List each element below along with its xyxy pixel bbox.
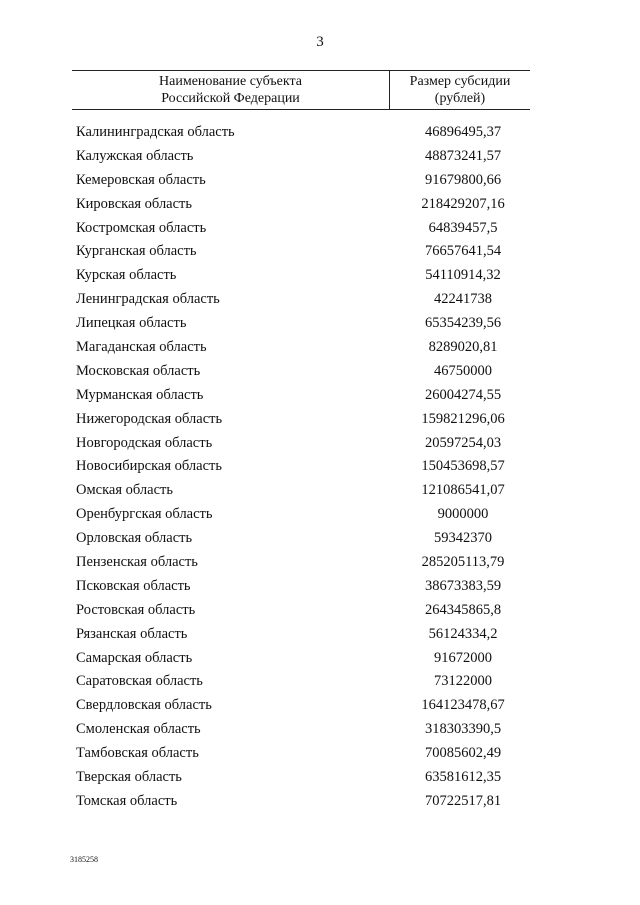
table-row <box>0 336 640 360</box>
table-row <box>0 240 640 264</box>
region-name: Смоленская область <box>76 721 201 738</box>
header-subsidy-amount-line: Размер субсидии <box>409 74 511 89</box>
subsidy-amount: 46750000 <box>434 362 492 379</box>
region-name: Костромская область <box>76 219 207 236</box>
region-name: Калужская область <box>76 147 194 164</box>
subsidy-amount: 150453698,57 <box>421 458 505 475</box>
subsidy-amount: 48873241,57 <box>424 147 502 164</box>
subsidy-amount: 9000000 <box>437 506 489 523</box>
region-name: Омская область <box>76 482 173 499</box>
region-name: Рязанская область <box>76 625 188 642</box>
subsidy-amount: 285205113,79 <box>421 554 505 571</box>
subsidy-amount: 91672000 <box>434 649 492 666</box>
subsidy-amount: 318303390,5 <box>424 721 502 738</box>
region-name: Нижегородская область <box>76 410 223 427</box>
header-subsidy-amount-line: (рублей) <box>434 91 486 106</box>
region-name: Магаданская область <box>76 339 207 356</box>
subsidy-amount: 54110914,32 <box>425 267 501 284</box>
region-name: Кемеровская область <box>76 171 206 188</box>
region-name: Ленинградская область <box>76 291 220 308</box>
table-row <box>0 455 640 479</box>
table-row <box>0 169 640 193</box>
region-name: Мурманская область <box>76 386 204 403</box>
region-name: Новгородская область <box>76 434 213 451</box>
table-row <box>0 790 640 814</box>
region-name: Пензенская область <box>76 554 198 571</box>
table-header-bottom-rule <box>72 109 530 110</box>
table-row <box>0 503 640 527</box>
table-row <box>0 360 640 384</box>
subsidy-amount: 218429207,16 <box>421 195 505 212</box>
subsidy-amount: 264345865,8 <box>424 601 502 618</box>
subsidy-amount: 63581612,35 <box>424 769 502 786</box>
table-row <box>0 694 640 718</box>
subsidy-amount: 46896495,37 <box>424 124 502 140</box>
table-row <box>0 742 640 766</box>
region-name: Курская область <box>76 267 177 284</box>
table-row <box>0 193 640 217</box>
subsidy-amount: 26004274,55 <box>424 386 502 403</box>
region-name: Курганская область <box>76 243 197 260</box>
region-name: Новосибирская область <box>76 458 222 475</box>
region-name: Липецкая область <box>76 315 187 332</box>
table-row <box>0 575 640 599</box>
header-region-name <box>72 73 389 107</box>
region-name: Саратовская область <box>76 673 203 690</box>
header-region-name-line: Российской Федерации <box>161 91 300 106</box>
table-row <box>0 527 640 551</box>
table-row <box>0 766 640 790</box>
subsidy-amount: 20597254,03 <box>424 434 502 451</box>
subsidy-amount: 70722517,81 <box>424 792 502 809</box>
header-subsidy-amount <box>390 73 530 107</box>
subsidy-amount: 56124334,2 <box>428 625 498 642</box>
document-code: 3185258 <box>70 855 98 864</box>
subsidy-amount: 64839457,5 <box>428 219 498 236</box>
subsidy-amount: 73122000 <box>434 673 492 690</box>
subsidy-table-body <box>0 121 640 814</box>
region-name: Оренбургская область <box>76 506 213 523</box>
table-row <box>0 217 640 241</box>
region-name: Кировская область <box>76 195 193 212</box>
header-region-name-line: Наименование субъекта <box>159 74 302 89</box>
table-row <box>0 599 640 623</box>
subsidy-amount: 121086541,07 <box>421 482 505 499</box>
region-name: Самарская область <box>76 649 193 666</box>
region-name: Московская область <box>76 362 201 379</box>
subsidy-amount: 159821296,06 <box>421 410 505 427</box>
table-row <box>0 432 640 456</box>
subsidy-amount: 42241738 <box>434 291 492 308</box>
table-row <box>0 670 640 694</box>
subsidy-amount: 8289020,81 <box>428 339 498 356</box>
subsidy-amount: 65354239,56 <box>424 315 502 332</box>
table-row <box>0 647 640 671</box>
table-row <box>0 718 640 742</box>
subsidy-amount: 59342370 <box>434 530 492 547</box>
subsidy-amount: 70085602,49 <box>424 745 502 762</box>
region-name: Ростовская область <box>76 601 196 618</box>
region-name: Калининградская область <box>76 124 235 140</box>
table-row <box>0 121 640 145</box>
table-row <box>0 479 640 503</box>
subsidy-amount: 91679800,66 <box>424 171 502 188</box>
page-number: 3 <box>316 34 324 50</box>
table-row <box>0 145 640 169</box>
region-name: Свердловская область <box>76 697 212 714</box>
table-row <box>0 288 640 312</box>
table-row <box>0 408 640 432</box>
subsidy-amount: 76657641,54 <box>424 243 502 260</box>
table-row <box>0 312 640 336</box>
region-name: Орловская область <box>76 530 193 547</box>
region-name: Псковская область <box>76 577 191 594</box>
region-name: Тверская область <box>76 769 182 786</box>
region-name: Томская область <box>76 792 178 809</box>
table-row <box>0 623 640 647</box>
table-row <box>0 551 640 575</box>
table-header-top-rule <box>72 70 530 71</box>
subsidy-amount: 38673383,59 <box>424 577 502 594</box>
subsidy-amount: 164123478,67 <box>421 697 505 714</box>
table-row <box>0 264 640 288</box>
region-name: Тамбовская область <box>76 745 199 762</box>
table-row <box>0 384 640 408</box>
